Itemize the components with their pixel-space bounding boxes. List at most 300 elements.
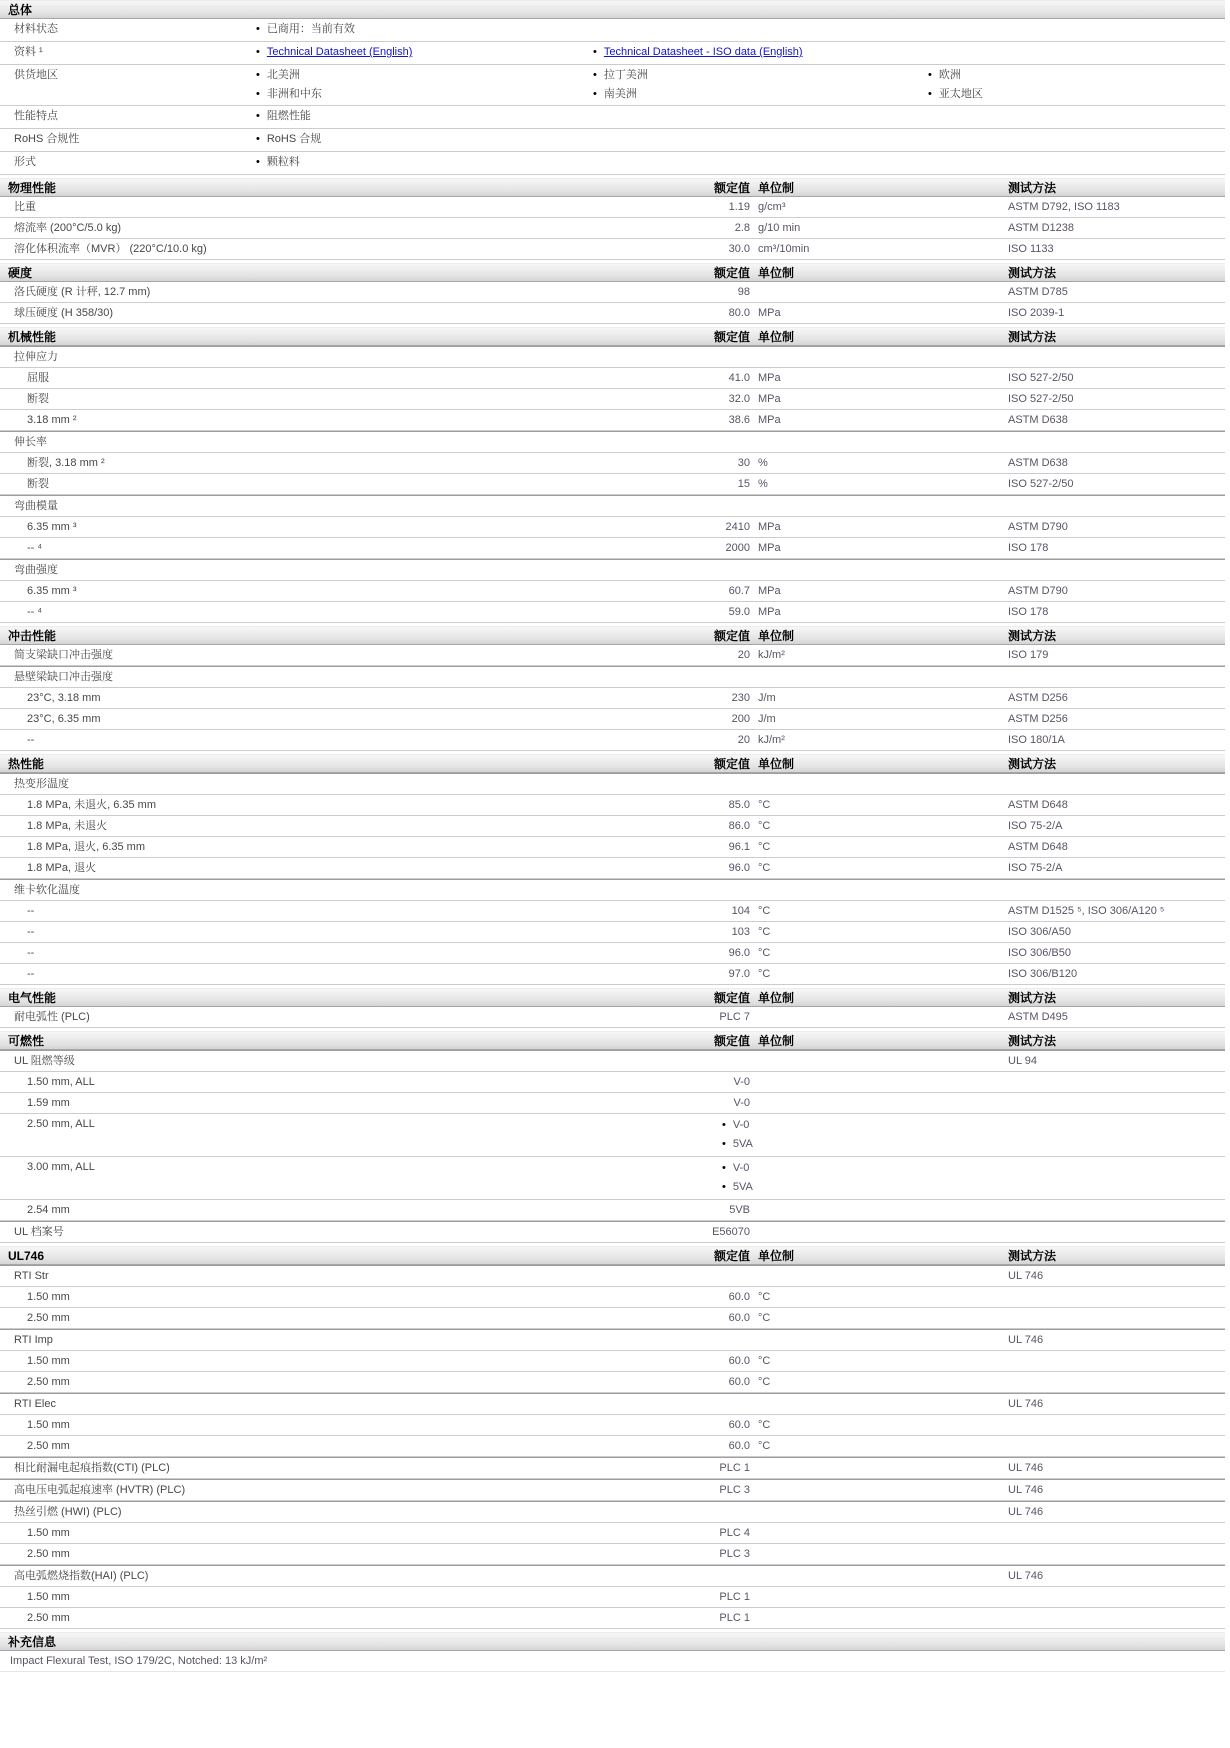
property-row xyxy=(0,1157,1225,1200)
section-title: 总体 xyxy=(8,3,33,17)
property-value: V-0 xyxy=(732,1119,750,1131)
property-unit: °C xyxy=(758,1355,771,1367)
property-name: -- ⁴ xyxy=(27,606,43,618)
property-name: 2.50 mm xyxy=(27,1312,70,1324)
property-unit: °C xyxy=(758,862,771,874)
property-unit xyxy=(750,1266,1008,1286)
property-test-method: UL 94 xyxy=(1008,1055,1037,1067)
property-unit: MPa xyxy=(758,414,781,426)
column-header-nominal-value: 额定值 xyxy=(713,266,750,280)
section-header-additional-information xyxy=(0,1632,1225,1651)
property-value-list xyxy=(640,1114,1008,1156)
property-test-method xyxy=(1008,1544,1225,1564)
property-value: E56070 xyxy=(712,1226,750,1238)
property-name: 2.50 mm xyxy=(27,1548,70,1560)
footnote-text: Impact Flexural Test, ISO 179/2C, Notched: 13 kJ/m² xyxy=(0,1651,1225,1672)
property-test-method: UL 746 xyxy=(1008,1398,1044,1410)
property-name: 溶化体积流率（MVR） (220°C/10.0 kg) xyxy=(14,243,207,255)
column-header-test-method: 测试方法 xyxy=(1008,266,1057,280)
column-header-nominal-value: 额定值 xyxy=(713,1034,750,1048)
row-label: 形式 xyxy=(14,156,36,168)
property-row xyxy=(0,837,1225,858)
column-header-nominal-value: 额定值 xyxy=(713,330,750,344)
property-value: 96.1 xyxy=(728,841,750,853)
property-row xyxy=(0,581,1225,602)
property-row xyxy=(0,943,1225,964)
property-unit: MPa xyxy=(758,585,781,597)
section-title: 可燃性 xyxy=(8,1034,45,1048)
property-test-method xyxy=(1008,1608,1225,1628)
property-unit: °C xyxy=(758,820,771,832)
property-value: 96.0 xyxy=(728,862,750,874)
bullet-item-text: 颗粒料 xyxy=(266,156,300,168)
property-test-method: UL 746 xyxy=(1008,1506,1044,1518)
property-group-row xyxy=(0,346,1225,368)
property-row xyxy=(0,1072,1225,1093)
property-value: 2.8 xyxy=(734,222,750,234)
property-test-method xyxy=(1008,1372,1225,1392)
property-value: 60.0 xyxy=(728,1440,750,1452)
row-label: 性能特点 xyxy=(14,110,58,122)
property-value xyxy=(640,880,750,900)
property-value: 103 xyxy=(731,926,750,938)
property-test-method xyxy=(1008,560,1225,580)
property-group-row xyxy=(0,1565,1225,1587)
property-value xyxy=(640,1330,750,1350)
property-unit xyxy=(750,1480,1008,1500)
property-name: -- ⁴ xyxy=(27,542,43,554)
property-name: -- xyxy=(27,734,35,746)
property-unit xyxy=(750,667,1008,687)
property-row xyxy=(0,517,1225,538)
property-test-method xyxy=(1008,496,1225,516)
property-row xyxy=(0,1308,1225,1329)
column-header-test-method: 测试方法 xyxy=(1008,1034,1057,1048)
property-group-row xyxy=(0,431,1225,453)
property-name: 2.50 mm xyxy=(27,1440,70,1452)
property-test-method: ISO 2039-1 xyxy=(1008,307,1065,319)
bullet-item xyxy=(256,43,593,62)
property-group-row xyxy=(0,773,1225,795)
section-title: 热性能 xyxy=(8,757,45,771)
row-value-cell xyxy=(256,153,593,173)
property-group-row xyxy=(0,1501,1225,1523)
bullet-item xyxy=(593,43,928,62)
property-unit xyxy=(750,1051,1008,1071)
property-name: 1.50 mm xyxy=(27,1591,70,1603)
property-row xyxy=(0,730,1225,751)
property-row xyxy=(0,1436,1225,1457)
row-value-cell xyxy=(593,66,928,104)
property-unit: °C xyxy=(758,1419,771,1431)
property-test-method xyxy=(1008,1222,1225,1242)
property-name: RTI Str xyxy=(14,1270,49,1282)
section-header-flammability xyxy=(0,1031,1225,1050)
section-header-hardness xyxy=(0,263,1225,282)
bullet-item-text: 阻燃性能 xyxy=(266,110,311,122)
property-value: 96.0 xyxy=(728,947,750,959)
property-row xyxy=(0,1587,1225,1608)
property-test-method: ISO 527-2/50 xyxy=(1008,372,1074,384)
property-unit xyxy=(750,1330,1008,1350)
property-unit xyxy=(750,1222,1008,1242)
property-name: 2.50 mm xyxy=(27,1376,70,1388)
property-test-method: ASTM D495 xyxy=(1008,1011,1068,1023)
property-value: 60.7 xyxy=(728,585,750,597)
property-name: 高电弧燃烧指数(HAI) (PLC) xyxy=(14,1570,149,1582)
property-name: 屈服 xyxy=(27,372,49,384)
general-row xyxy=(0,42,1225,65)
row-value-cell xyxy=(256,66,593,104)
tech-datasheet-link[interactable]: Technical Datasheet - ISO data (English) xyxy=(603,46,803,58)
property-test-method xyxy=(1008,1415,1225,1435)
property-row xyxy=(0,1007,1225,1028)
property-unit xyxy=(750,496,1008,516)
property-test-method: ASTM D638 xyxy=(1008,414,1068,426)
property-value: 20 xyxy=(737,734,750,746)
property-name: RTI Imp xyxy=(14,1334,53,1346)
property-test-method: ASTM D648 xyxy=(1008,799,1068,811)
general-row xyxy=(0,129,1225,152)
general-row xyxy=(0,152,1225,175)
property-row xyxy=(0,282,1225,303)
property-unit: MPa xyxy=(758,542,781,554)
property-value: 86.0 xyxy=(728,820,750,832)
property-test-method xyxy=(1008,432,1225,452)
property-value: 32.0 xyxy=(728,393,750,405)
property-row xyxy=(0,1457,1225,1479)
property-row xyxy=(0,239,1225,260)
property-value xyxy=(640,667,750,687)
property-unit xyxy=(750,282,1008,302)
row-value-cell xyxy=(256,20,593,40)
property-test-method xyxy=(1008,1587,1225,1607)
property-row xyxy=(0,1372,1225,1393)
column-header-unit: 单位制 xyxy=(758,1249,795,1263)
bullet-item xyxy=(722,1159,1008,1178)
property-name: 拉伸应力 xyxy=(14,351,58,363)
property-unit: °C xyxy=(758,1376,771,1388)
section-header-electrical-properties xyxy=(0,988,1225,1007)
property-test-method: ASTM D1525 ⁵, ISO 306/A120 ⁵ xyxy=(1008,905,1165,917)
property-value: 60.0 xyxy=(728,1355,750,1367)
property-name: 1.8 MPa, 未退火 xyxy=(27,820,108,832)
column-header-unit: 单位制 xyxy=(758,181,795,195)
property-value xyxy=(640,560,750,580)
property-unit xyxy=(750,774,1008,794)
property-group-row xyxy=(0,1050,1225,1072)
property-row xyxy=(0,1093,1225,1114)
property-unit: °C xyxy=(758,905,771,917)
property-value: 230 xyxy=(731,692,750,704)
column-header-test-method: 测试方法 xyxy=(1008,757,1057,771)
property-unit xyxy=(750,1093,1008,1113)
bullet-item xyxy=(256,130,593,149)
property-row xyxy=(0,474,1225,495)
property-test-method xyxy=(1008,667,1225,687)
property-unit xyxy=(750,432,1008,452)
property-name: 1.8 MPa, 未退火, 6.35 mm xyxy=(27,799,156,811)
property-row xyxy=(0,688,1225,709)
property-value: PLC 4 xyxy=(719,1527,750,1539)
property-unit: MPa xyxy=(758,307,781,319)
property-group-row xyxy=(0,559,1225,581)
property-test-method xyxy=(1008,1200,1225,1220)
property-unit xyxy=(750,1523,1008,1543)
row-label: RoHS 合规性 xyxy=(14,133,80,145)
bullet-item-text: RoHS 合规 xyxy=(266,133,322,145)
column-header-test-method: 测试方法 xyxy=(1008,629,1057,643)
property-value: 80.0 xyxy=(728,307,750,319)
column-header-nominal-value: 额定值 xyxy=(713,991,750,1005)
section-header-thermal-properties xyxy=(0,754,1225,773)
property-name: 1.50 mm xyxy=(27,1355,70,1367)
row-label: 材料状态 xyxy=(14,23,58,35)
property-name: 维卡软化温度 xyxy=(14,884,80,896)
property-name: 1.50 mm xyxy=(27,1527,70,1539)
bullet-item xyxy=(256,107,593,126)
property-value: 1.19 xyxy=(728,201,750,213)
property-test-method: ISO 179 xyxy=(1008,649,1049,661)
property-value: 38.6 xyxy=(728,414,750,426)
bullet-item-text: 欧洲 xyxy=(938,69,961,81)
property-row xyxy=(0,453,1225,474)
property-unit xyxy=(750,1587,1008,1607)
property-name: 弯曲强度 xyxy=(14,564,58,576)
property-test-method xyxy=(1008,880,1225,900)
row-value-cell xyxy=(256,130,593,150)
property-name: 比重 xyxy=(14,201,36,213)
general-row xyxy=(0,65,1225,106)
property-unit xyxy=(750,1007,1008,1027)
property-row xyxy=(0,795,1225,816)
property-value: PLC 1 xyxy=(719,1612,750,1624)
property-test-method xyxy=(1008,1287,1225,1307)
property-test-method: ASTM D792, ISO 1183 xyxy=(1008,201,1120,213)
bullet-item xyxy=(593,85,928,104)
column-header-nominal-value: 额定值 xyxy=(713,1249,750,1263)
property-row xyxy=(0,1415,1225,1436)
bullet-item xyxy=(256,153,593,172)
property-test-method xyxy=(1008,1436,1225,1456)
bullet-item xyxy=(928,85,1225,104)
property-name: 耐电弧性 (PLC) xyxy=(14,1011,90,1023)
property-unit: °C xyxy=(758,1291,771,1303)
bullet-item xyxy=(593,66,928,85)
property-unit: MPa xyxy=(758,393,781,405)
property-test-method: UL 746 xyxy=(1008,1270,1044,1282)
property-unit xyxy=(750,1544,1008,1564)
property-value xyxy=(640,1502,750,1522)
property-group-row xyxy=(0,666,1225,688)
property-test-method: ISO 178 xyxy=(1008,542,1049,554)
property-name: 2.50 mm xyxy=(27,1612,70,1624)
property-test-method: ISO 75-2/A xyxy=(1008,862,1063,874)
property-row xyxy=(0,368,1225,389)
row-value-cell xyxy=(928,66,1225,104)
section-header-ul746 xyxy=(0,1246,1225,1265)
property-unit xyxy=(750,1458,1008,1478)
property-unit xyxy=(750,1502,1008,1522)
property-value: PLC 7 xyxy=(719,1011,750,1023)
property-value: PLC 3 xyxy=(719,1548,750,1560)
row-label: 供货地区 xyxy=(14,69,58,81)
property-test-method xyxy=(1008,1093,1225,1113)
property-row xyxy=(0,410,1225,431)
bullet-item-text: 已商用：当前有效 xyxy=(266,23,355,35)
property-group-row xyxy=(0,1329,1225,1351)
property-name: 1.50 mm, ALL xyxy=(27,1076,95,1088)
property-unit: J/m xyxy=(758,713,776,725)
bullet-item-text: 北美洲 xyxy=(266,69,300,81)
column-header-unit: 单位制 xyxy=(758,266,795,280)
column-header-test-method: 测试方法 xyxy=(1008,991,1057,1005)
bullet-item-text: 非洲和中东 xyxy=(266,88,322,100)
property-value: 30.0 xyxy=(728,243,750,255)
property-value: 2000 xyxy=(725,542,750,554)
property-value: V-0 xyxy=(733,1076,750,1088)
property-test-method: ISO 75-2/A xyxy=(1008,820,1063,832)
property-name: 1.8 MPa, 退火, 6.35 mm xyxy=(27,841,145,853)
property-group-row xyxy=(0,879,1225,901)
property-unit: kJ/m² xyxy=(758,649,785,661)
property-test-method: ASTM D256 xyxy=(1008,692,1068,704)
property-unit xyxy=(750,880,1008,900)
property-test-method: ASTM D1238 xyxy=(1008,222,1075,234)
general-row xyxy=(0,19,1225,42)
column-header-test-method: 测试方法 xyxy=(1008,1249,1057,1263)
bullet-item-text: 亚太地区 xyxy=(938,88,983,100)
section-title: 硬度 xyxy=(8,266,33,280)
property-unit: MPa xyxy=(758,372,781,384)
property-test-method xyxy=(1008,1523,1225,1543)
property-value: 30 xyxy=(737,457,750,469)
property-group-row xyxy=(0,1393,1225,1415)
property-row xyxy=(0,645,1225,666)
property-test-method: ASTM D648 xyxy=(1008,841,1068,853)
property-test-method xyxy=(1008,774,1225,794)
property-name: UL 阻燃等级 xyxy=(14,1055,75,1067)
property-name: 3.00 mm, ALL xyxy=(27,1161,95,1173)
property-unit: cm³/10min xyxy=(758,243,810,255)
property-unit xyxy=(750,347,1008,367)
property-unit: °C xyxy=(758,799,771,811)
property-name: 23°C, 3.18 mm xyxy=(27,692,101,704)
property-unit: % xyxy=(758,478,768,490)
tech-datasheet-link[interactable]: Technical Datasheet (English) xyxy=(266,46,413,58)
property-unit: °C xyxy=(758,1440,771,1452)
property-unit: °C xyxy=(758,926,771,938)
property-value xyxy=(640,1051,750,1071)
property-row xyxy=(0,858,1225,879)
property-value: PLC 1 xyxy=(719,1591,750,1603)
property-test-method: ASTM D790 xyxy=(1008,521,1068,533)
property-value: 60.0 xyxy=(728,1376,750,1388)
property-value xyxy=(640,1566,750,1586)
property-row xyxy=(0,901,1225,922)
property-value xyxy=(640,432,750,452)
row-value-cell xyxy=(593,43,928,63)
property-value: 98 xyxy=(737,286,750,298)
property-name: -- xyxy=(27,968,35,980)
column-header-test-method: 测试方法 xyxy=(1008,181,1057,195)
property-name: 球压硬度 (H 358/30) xyxy=(14,307,114,319)
property-value: PLC 1 xyxy=(719,1462,750,1474)
section-header-mechanical-properties xyxy=(0,327,1225,346)
row-value-cell xyxy=(256,107,593,127)
property-test-method xyxy=(1008,1308,1225,1328)
bullet-item xyxy=(722,1116,1008,1135)
property-unit: J/m xyxy=(758,692,776,704)
property-name: 断裂 xyxy=(27,478,49,490)
property-test-method: ASTM D638 xyxy=(1008,457,1068,469)
property-value: 200 xyxy=(731,713,750,725)
bullet-item xyxy=(722,1178,1008,1197)
row-label: 资料 ¹ xyxy=(14,46,43,58)
property-name: 1.50 mm xyxy=(27,1419,70,1431)
column-header-unit: 单位制 xyxy=(758,330,795,344)
property-value xyxy=(640,496,750,516)
property-test-method: UL 746 xyxy=(1008,1462,1044,1474)
property-test-method xyxy=(1008,1351,1225,1371)
property-test-method: ISO 1133 xyxy=(1008,243,1054,255)
bullet-item xyxy=(722,1135,1008,1154)
property-unit: g/cm³ xyxy=(758,201,786,213)
property-unit: MPa xyxy=(758,606,781,618)
property-name: 3.18 mm ² xyxy=(27,414,77,426)
property-name: 23°C, 6.35 mm xyxy=(27,713,101,725)
property-row xyxy=(0,1200,1225,1221)
property-group-row xyxy=(0,1265,1225,1287)
property-row xyxy=(0,1114,1225,1157)
property-row xyxy=(0,1608,1225,1629)
property-name: 热丝引燃 (HWI) (PLC) xyxy=(14,1506,122,1518)
property-test-method: ISO 527-2/50 xyxy=(1008,393,1074,405)
property-row xyxy=(0,1544,1225,1565)
property-value: V-0 xyxy=(733,1097,750,1109)
property-row xyxy=(0,709,1225,730)
property-name: 2.50 mm, ALL xyxy=(27,1118,95,1130)
property-value: 5VA xyxy=(732,1138,753,1150)
property-unit: MPa xyxy=(758,521,781,533)
property-row xyxy=(0,602,1225,623)
property-test-method: ISO 178 xyxy=(1008,606,1049,618)
property-name: 1.50 mm xyxy=(27,1291,70,1303)
property-name: 高电压电弧起痕速率 (HVTR) (PLC) xyxy=(14,1484,186,1496)
bullet-item xyxy=(256,20,593,39)
property-value: 60.0 xyxy=(728,1291,750,1303)
property-name: 断裂, 3.18 mm ² xyxy=(27,457,105,469)
property-name: 悬壁梁缺口冲击强度 xyxy=(14,671,113,683)
property-test-method xyxy=(1008,1114,1225,1156)
section-title: 机械性能 xyxy=(8,330,57,344)
property-test-method xyxy=(1008,1072,1225,1092)
property-name: RTI Elec xyxy=(14,1398,56,1410)
property-group-row xyxy=(0,495,1225,517)
property-unit xyxy=(750,1072,1008,1092)
property-value: 97.0 xyxy=(728,968,750,980)
section-header-impact-properties xyxy=(0,626,1225,645)
property-name: 1.8 MPa, 退火 xyxy=(27,862,97,874)
column-header-nominal-value: 额定值 xyxy=(713,629,750,643)
property-unit xyxy=(750,1200,1008,1220)
property-value-list xyxy=(640,1157,1008,1199)
property-name: -- xyxy=(27,905,35,917)
property-test-method xyxy=(1008,1157,1225,1199)
property-value: 41.0 xyxy=(728,372,750,384)
property-test-method: ISO 527-2/50 xyxy=(1008,478,1074,490)
section-header-general xyxy=(0,0,1225,19)
